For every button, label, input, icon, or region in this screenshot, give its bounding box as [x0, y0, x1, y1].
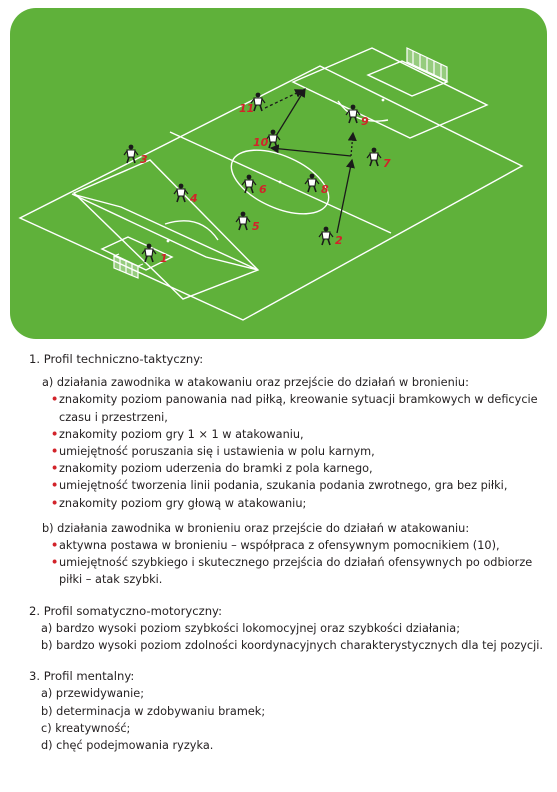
bullet-icon: •: [51, 462, 59, 476]
bullet-list-b: [42, 537, 549, 589]
center-spot: [279, 181, 282, 184]
list-item: • znakomity poziom gry głową w atakowaniu;: [52, 495, 549, 512]
player-number-label: 4: [190, 192, 198, 205]
player-shirt-icon: [349, 110, 357, 117]
subsection-b: [42, 520, 549, 589]
list-item: • umiejętność szybkiego i skutecznego przejścia do działań ofensywnych po odbiorze piłki – atak szybki.: [51, 556, 533, 587]
list-item: • umiejętność poruszania się i ustawienia w polu karnym,: [52, 443, 549, 460]
player-shirt-icon: [269, 135, 277, 142]
right-penalty-spot: [382, 99, 385, 102]
list-item: • umiejętność tworzenia linii podania, szukania podania zwrotnego, gra bez piłki,: [52, 477, 549, 494]
player-shirt-icon: [322, 232, 330, 239]
player-shirt-icon: [370, 153, 378, 160]
bullet-icon: •: [51, 479, 59, 493]
player-shirt-icon: [177, 189, 185, 196]
section-mental: [29, 668, 549, 754]
player-head-icon: [179, 184, 184, 189]
player-shirt-icon: [127, 150, 135, 157]
section-title: 2. Profil somatyczno-motoryczny:: [29, 603, 222, 618]
list-item: d) chęć podejmowania ryzyka.: [41, 739, 214, 753]
profile-text: [29, 351, 549, 766]
list-item: c) kreatywność;: [41, 721, 131, 735]
list-somatic: [41, 620, 549, 654]
bullet-list-a: [42, 391, 549, 511]
player-head-icon: [241, 212, 246, 217]
bullet-icon: •: [51, 445, 59, 459]
player-shirt-icon: [245, 180, 253, 187]
bullet-icon: •: [51, 539, 59, 553]
list-item: a) przewidywanie;: [41, 687, 145, 701]
subsection-a: [42, 374, 549, 512]
list-item: b) bardzo wysoki poziom zdolności koordynacyjnych charakterystycznych dla tej pozycji.: [41, 639, 543, 653]
list-item: • znakomity poziom gry 1 × 1 w atakowaniu,: [52, 426, 549, 443]
player-number-label: 2: [335, 234, 343, 247]
player-number-label: 10: [253, 136, 269, 149]
list-item: • aktywna postawa w bronieniu – współpraca z ofensywnym pomocnikiem (10),: [52, 537, 549, 554]
player-head-icon: [247, 175, 252, 180]
bullet-icon: •: [51, 393, 59, 407]
pitch-diagram: [10, 8, 547, 339]
player-number-label: 9: [361, 115, 369, 128]
section-title: 1. Profil techniczno-taktyczny:: [29, 352, 204, 366]
player-number-label: 1: [160, 252, 168, 265]
section-technical-tactical: [29, 351, 549, 589]
player-shirt-icon: [254, 98, 262, 105]
list-mental: [41, 685, 549, 754]
section-somatic-motor: [29, 603, 549, 655]
subsection-heading: a) działania zawodnika w atakowaniu oraz przejście do działań w bronieniu:: [42, 376, 469, 390]
bullet-icon: •: [51, 556, 59, 570]
list-item: a) bardzo wysoki poziom szybkości lokomocyjnej oraz szybkości działania;: [41, 621, 461, 635]
player-number-label: 8: [321, 183, 329, 196]
bullet-icon: •: [51, 496, 59, 510]
list-item: • znakomity poziom panowania nad piłką, kreowanie sytuacji bramkowych w deficycie czasu i przestrzeni,: [51, 393, 538, 424]
player-head-icon: [147, 244, 152, 249]
player-head-icon: [324, 227, 329, 232]
player-head-icon: [372, 148, 377, 153]
player-head-icon: [271, 130, 276, 135]
section-title: 3. Profil mentalny:: [29, 669, 135, 684]
left-penalty-spot: [167, 240, 170, 243]
list-item: • znakomity poziom uderzenia do bramki z pola karnego,: [52, 460, 549, 477]
list-item: b) determinacja w zdobywaniu bramek;: [41, 704, 266, 718]
player-shirt-icon: [239, 217, 247, 224]
pitch-background: [10, 8, 547, 339]
player-number-label: 6: [259, 183, 267, 196]
player-head-icon: [129, 145, 134, 150]
player-number-label: 7: [383, 157, 391, 170]
player-number-label: 3: [140, 153, 148, 166]
player-shirt-icon: [145, 249, 153, 256]
player-shirt-icon: [308, 179, 316, 186]
player-head-icon: [310, 174, 315, 179]
player-head-icon: [351, 105, 356, 110]
player-number-label: 5: [252, 220, 260, 233]
player-number-label: 11: [239, 102, 255, 115]
pitch-svg: [10, 8, 547, 339]
subsection-heading: b) działania zawodnika w bronieniu oraz przejście do działań w atakowaniu:: [42, 521, 470, 535]
player-head-icon: [256, 93, 261, 98]
bullet-icon: •: [51, 427, 59, 441]
